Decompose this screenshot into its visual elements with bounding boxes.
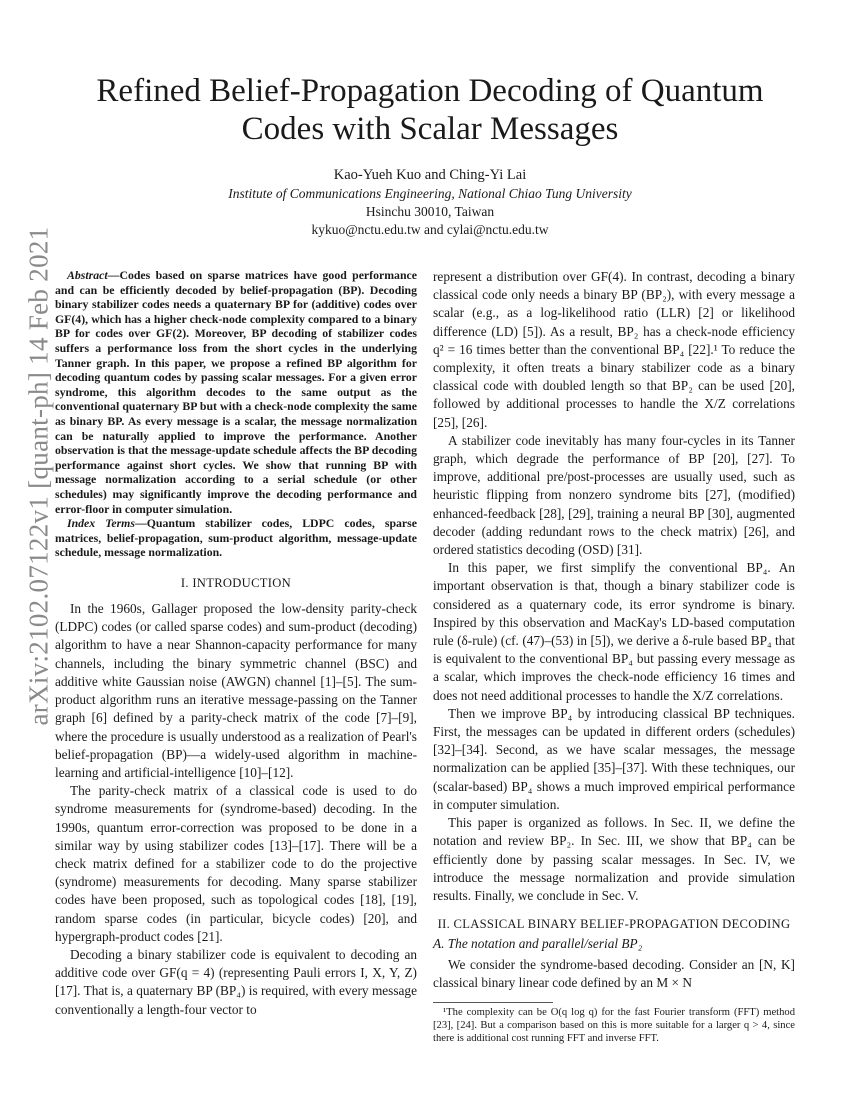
abstract-text: —Codes based on sparse matrices have good performance and can be efficiently decoded by belief-propagation (BP). Decoding binary stabilizer codes needs a quaternary BP for (additive) codes over GF(4), which has a higher check-node complexity compared to a binary BP for codes over GF(2). Moreover, BP decoding of stabilizer codes suffers a performance loss from the short cycles in the underlying Tanner graph. In this paper, we propose a refined BP algorithm for decoding quantum codes by passing scalar messages. For a given error syndrome, this algorithm decodes to the same output as the conventional quaternary BP but with a check-node complexity the same as binary BP. As every message is a scalar, the message normalization can be naturally applied to improve the performance. Another observation is that the message-update schedule affects the BP decoding performance against short cycles. We show that running BP with message normalization according to a serial schedule (or other schedules) may significantly improve the decoding performance and error-floor in computer simulation. xyxy=(55,268,417,516)
arxiv-identifier: arXiv:2102.07122v1 [quant-ph] 14 Feb 2021 xyxy=(23,226,54,726)
left-column xyxy=(55,268,417,1019)
intro-paragraph-4: A stabilizer code inevitably has many four-cycles in its Tanner graph, which degrade the performance of BP [20], [27]. To improve, additional pre/post-processes are usually used, such as heuristic flipping from nonzero syndrome bits [27], (modified) enhanced-feedback [28], [29], training a neural BP [30], augmented decoder (adding redundant rows to the check matrix) [26], and ordered statistics decoding (OSD) [31]. xyxy=(433,432,795,558)
affiliation-block xyxy=(70,185,790,240)
right-column xyxy=(433,268,795,1045)
intro-continued-paragraph: represent a distribution over GF(4). In contrast, decoding a binary classical code only needs a binary BP (BP₂), with every message a scalar (e.g., as a log-likelihood ratio (LLR) [2] or likelihood difference (LD) [5]). As a result, BP₂ has a check-node efficiency q² = 16 times better than the conventional BP₄ [22].¹ To reduce the complexity, it often treats a binary stabilizer code as a binary classical code with doubled length so that BP₂ can be used [20], followed by additional processes to handle the X/Z correlations [25], [26]. xyxy=(433,269,795,430)
intro-paragraph-3: Decoding a binary stabilizer code is equivalent to decoding an additive code over GF(q = 4) (representing Pauli errors I, X, Y, Z) [17]. That is, a quaternary BP (BP₄) is required, with every message conventionally a length-four vector to xyxy=(55,946,417,1017)
author-names: Kao-Yueh Kuo and Ching-Yi Lai xyxy=(333,167,527,183)
paper-title: Refined Belief-Propagation Decoding of Quantum Codes with Scalar Messages xyxy=(96,73,764,147)
section2-paragraph-1: We consider the syndrome-based decoding. Consider an [N, K] classical binary linear code defined by an M × N xyxy=(433,956,795,990)
subsection-heading-notation: A. The notation and parallel/serial BP₂ xyxy=(433,936,643,952)
intro-paragraph-6: Then we improve BP₄ by introducing classical BP techniques. First, the messages can be updated in different orders (schedules) [32]–[34]. Second, as we have scalar messages, the message normalization can be applied [35]–[37]. With these techniques, our (scalar-based) BP₄ shows a much improved empirical performance in computer simulation. xyxy=(433,705,795,812)
abstract xyxy=(55,268,417,516)
institution: Institute of Communications Engineering, National Chiao Tung University xyxy=(228,186,632,201)
intro-paragraph-7: This paper is organized as follows. In Sec. II, we define the notation and review BP₂. In Sec. III, we show that BP₄ can be efficiently done by passing scalar messages. In Sec. IV, we introduce the message normalization and provide simulation results. Finally, we conclude in Sec. V. xyxy=(433,815,795,903)
section-heading-classical-bp: II. CLASSICAL BINARY BELIEF-PROPAGATION DECODING xyxy=(437,917,791,932)
footnote-divider xyxy=(433,1002,553,1003)
intro-paragraph-1: In the 1960s, Gallager proposed the low-density parity-check (LDPC) codes (or called sparse codes) and sum-product (decoding) algorithm to have a near Shannon-capacity performance for many channels, including the binary symmetric channel (BSC) and additive white Gaussian noise (AWGN) channel [1]–[5]. The sum-product algorithm runs an iterative message-passing on the Tanner graph [6] defined by a parity-check matrix of the code [7]–[9], where the procedure is usually understood as a realization of Pearl's belief-propagation (BP)—a widely-used algorithm in machine-learning and artificial-intelligence [10]–[12]. xyxy=(55,601,417,780)
abstract-label: Abstract xyxy=(67,268,108,282)
index-terms xyxy=(55,516,417,560)
intro-paragraph-5: In this paper, we first simplify the conventional BP₄. An important observation is that, though a binary stabilizer code is considered as a quaternary code, its error syndrome is binary. Inspired by this observation and MacKay's LD-based computation rule (δ-rule) (cf. (47)–(53) in [5]), we derive a δ-rule based BP₄ that is equivalent to the conventional BP₄ but passing every message as a scalar, which improves the check-node efficiency 16 times and does not need additional processes to handle the X/Z correlations. xyxy=(433,560,795,703)
address: Hsinchu 30010, Taiwan xyxy=(365,204,495,220)
emails: kykuo@nctu.edu.tw and cylai@nctu.edu.tw xyxy=(311,222,549,238)
index-terms-text: —Quantum stabilizer codes, LDPC codes, sparse matrices, belief-propagation, sum-product algorithm, message-update schedule, message normalization. xyxy=(55,516,417,560)
intro-paragraph-2: The parity-check matrix of a classical code is used to do syndrome measurements for (syndrome-based) decoding. In the 1990s, quantum error-correction was proposed to be done in a similar way by using stabilizer codes [13]–[17]. There will be a check matrix defined for a stabilizer code to do the projective (syndrome) measurements for decoding. Many sparse stabilizer codes have been proposed, such as topological codes [18], [19], random sparse codes (in particular, bicycle codes) [20], and hypergraph-product codes [21]. xyxy=(55,783,417,944)
index-terms-label: Index Terms xyxy=(67,516,135,531)
section-heading-introduction: I. INTRODUCTION xyxy=(180,575,292,590)
footnote-1: ¹The complexity can be O(q log q) for the fast Fourier transform (FFT) method [23], [24]. But a comparison based on this is more suitable for a larger q > 4, since there is additional cost running FFT and inverse FFT. xyxy=(433,1006,795,1044)
